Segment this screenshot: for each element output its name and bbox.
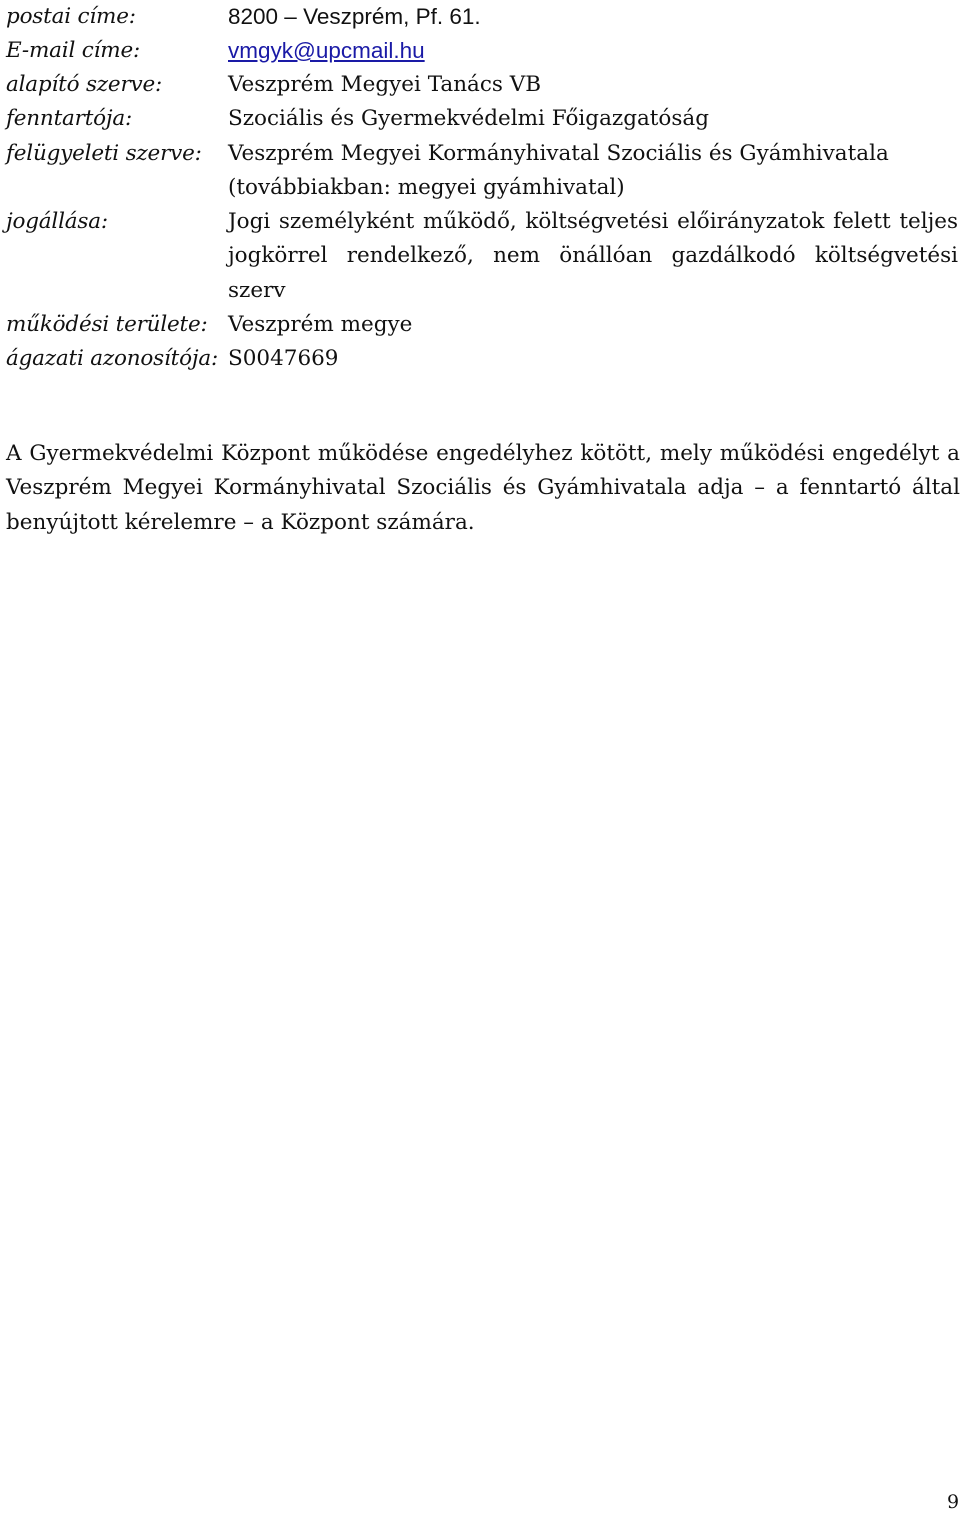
info-row-postal [6, 0, 960, 34]
email-link[interactable]: vmgyk@upcmail.hu [228, 38, 425, 63]
info-row-area [6, 308, 960, 342]
sector-id-value: S0047669 [228, 346, 339, 372]
email-label: E-mail címe: [6, 38, 141, 63]
page-number: 9 [947, 1491, 960, 1513]
license-paragraph: A Gyermekvédelmi Központ működése engedélyhez kötött, mely működési engedélyt a Veszprém Megyei Kormányhivatal Szociális és Gyámhivatala adja – a fenntartó által benyújtott kérelemre – a Központ számára. [6, 441, 960, 535]
info-row-founder [6, 68, 960, 102]
info-row-maintainer [6, 102, 960, 136]
founder-value: Veszprém Megyei Tanács VB [228, 72, 542, 97]
info-row-legal-status [6, 205, 960, 308]
operating-area-value: Veszprém megye [228, 312, 413, 338]
founder-label: alapító szerve: [6, 72, 163, 97]
maintainer-label: fenntartója: [6, 106, 133, 132]
legal-status-label: jogállása: [6, 209, 108, 235]
postal-address-value: 8200 – Veszprém, Pf. 61. [228, 4, 481, 29]
supervisor-label: felügyeleti szerve: [6, 140, 202, 166]
organization-info-table [6, 0, 960, 377]
legal-status-value: Jogi személyként működő, költségvetési előirányzatok felett teljes jogkörrel rendelkező, nem önállóan gazdálkodó költségvetési szerv [228, 209, 958, 303]
operating-area-label: működési területe: [6, 312, 208, 338]
email-value [228, 34, 960, 68]
supervisor-value: Veszprém Megyei Kormányhivatal Szociális és Gyámhivatala (továbbiakban: megyei gyámhivatal) [228, 140, 889, 200]
sector-id-label: ágazati azonosítója: [6, 346, 218, 372]
info-row-email [6, 34, 960, 68]
info-row-sector-id [6, 342, 960, 376]
info-row-supervisor [6, 137, 960, 206]
maintainer-value: Szociális és Gyermekvédelmi Főigazgatóság [228, 106, 709, 132]
postal-address-label: postai címe: [6, 4, 136, 29]
